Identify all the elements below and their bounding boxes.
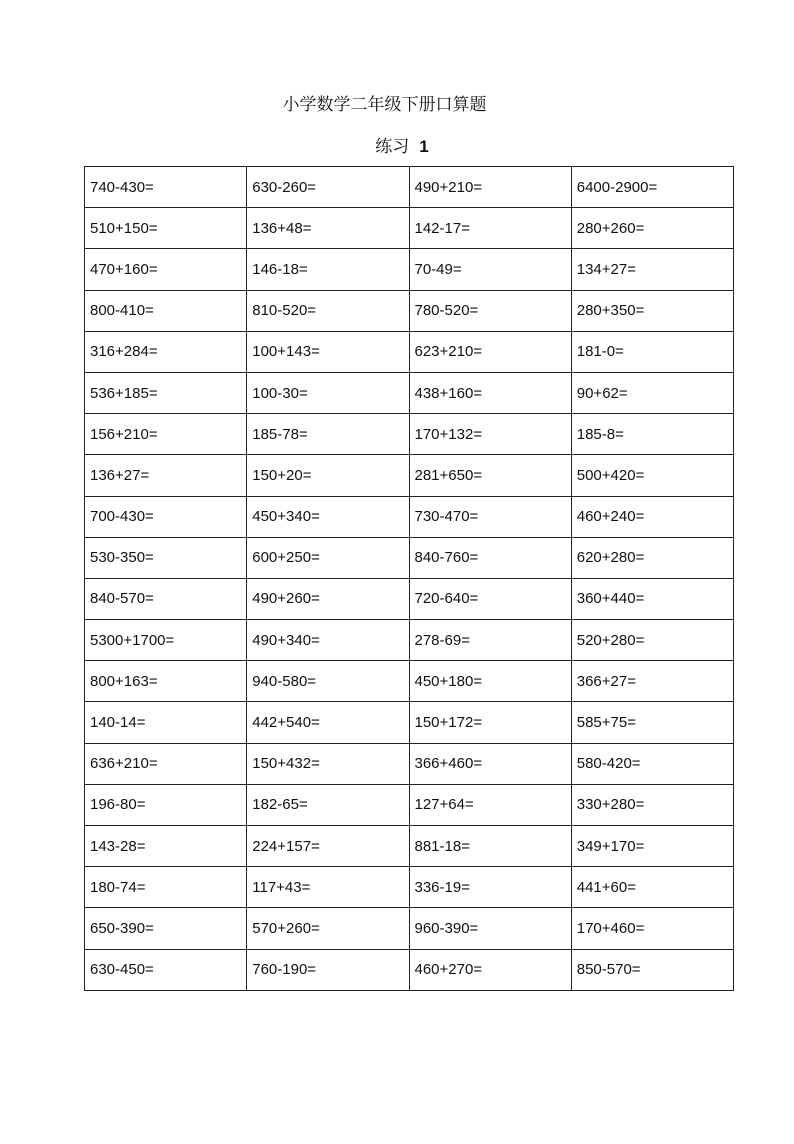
table-row [85,578,734,619]
problem-cell: 780-520= [409,290,571,331]
table-row [85,496,734,537]
problem-cell: 940-580= [247,661,409,702]
table-row [85,784,734,825]
worksheet-title [0,90,794,115]
problem-cell: 585+75= [571,702,733,743]
problem-cell: 224+157= [247,826,409,867]
problem-cell: 156+210= [85,414,247,455]
problem-cell: 490+210= [409,167,571,208]
worksheet-title-text: 小学数学二年级下册口算题 [282,95,487,115]
problem-cell: 142-17= [409,208,571,249]
exercise-heading [0,132,794,157]
problem-cell: 136+27= [85,455,247,496]
problem-cell: 850-570= [571,949,733,990]
problem-cell: 127+64= [409,784,571,825]
problem-cell: 630-260= [247,167,409,208]
problem-cell: 840-570= [85,578,247,619]
problem-cell: 441+60= [571,867,733,908]
problem-cell: 336-19= [409,867,571,908]
problem-cell: 150+172= [409,702,571,743]
problem-cell: 185-78= [247,414,409,455]
problem-cell: 180-74= [85,867,247,908]
problem-cell: 100-30= [247,372,409,413]
problem-cell: 720-640= [409,578,571,619]
problem-cell: 170+132= [409,414,571,455]
table-row [85,867,734,908]
problem-cell: 500+420= [571,455,733,496]
table-row [85,372,734,413]
problem-cell: 800-410= [85,290,247,331]
problem-cell: 360+440= [571,578,733,619]
problem-cell: 5300+1700= [85,620,247,661]
problem-cell: 960-390= [409,908,571,949]
table-row [85,949,734,990]
problem-cell: 185-8= [571,414,733,455]
problem-cell: 117+43= [247,867,409,908]
problem-cell: 278-69= [409,620,571,661]
table-row [85,908,734,949]
problem-cell: 182-65= [247,784,409,825]
problem-cell: 181-0= [571,331,733,372]
problem-cell: 460+270= [409,949,571,990]
problem-cell: 100+143= [247,331,409,372]
table-row [85,455,734,496]
problem-cell: 520+280= [571,620,733,661]
problem-cell: 280+350= [571,290,733,331]
problem-cell: 700-430= [85,496,247,537]
problem-cell: 600+250= [247,537,409,578]
problem-cell: 470+160= [85,249,247,290]
table-row [85,702,734,743]
exercise-heading-inner [375,132,428,157]
problem-cell: 740-430= [85,167,247,208]
problem-cell: 570+260= [247,908,409,949]
problem-cell: 630-450= [85,949,247,990]
problem-cell: 143-28= [85,826,247,867]
table-row [85,249,734,290]
problem-cell: 366+27= [571,661,733,702]
table-row [85,414,734,455]
table-row [85,331,734,372]
problem-cell: 150+20= [247,455,409,496]
problem-cell: 810-520= [247,290,409,331]
problem-cell: 490+340= [247,620,409,661]
problem-cell: 170+460= [571,908,733,949]
table-row [85,743,734,784]
problem-cell: 150+432= [247,743,409,784]
problem-cell: 134+27= [571,249,733,290]
problem-cell: 196-80= [85,784,247,825]
problem-cell: 460+240= [571,496,733,537]
problem-cell: 330+280= [571,784,733,825]
problem-cell: 438+160= [409,372,571,413]
problem-cell: 800+163= [85,661,247,702]
table-row [85,208,734,249]
problem-cell: 450+180= [409,661,571,702]
problem-cell: 536+185= [85,372,247,413]
exercise-label: 练习 [375,137,410,157]
problem-cell: 636+210= [85,743,247,784]
problem-cell: 349+170= [571,826,733,867]
problem-cell: 140-14= [85,702,247,743]
problem-cell: 280+260= [571,208,733,249]
problem-cell: 881-18= [409,826,571,867]
problem-cell: 442+540= [247,702,409,743]
problem-cell: 620+280= [571,537,733,578]
problem-cell: 90+62= [571,372,733,413]
problem-cell: 760-190= [247,949,409,990]
problem-cell: 490+260= [247,578,409,619]
problem-cell: 623+210= [409,331,571,372]
problem-cell: 450+340= [247,496,409,537]
table-row [85,661,734,702]
problem-cell: 650-390= [85,908,247,949]
problem-cell: 730-470= [409,496,571,537]
problem-cell: 316+284= [85,331,247,372]
table-row [85,826,734,867]
problem-cell: 70-49= [409,249,571,290]
problem-cell: 366+460= [409,743,571,784]
table-row [85,167,734,208]
arithmetic-table-body [85,167,734,991]
problem-cell: 530-350= [85,537,247,578]
exercise-number: 1 [419,137,429,156]
arithmetic-table [84,166,734,991]
problem-cell: 136+48= [247,208,409,249]
problem-cell: 6400-2900= [571,167,733,208]
table-row [85,620,734,661]
problem-cell: 840-760= [409,537,571,578]
problem-cell: 510+150= [85,208,247,249]
problem-cell: 146-18= [247,249,409,290]
problem-cell: 281+650= [409,455,571,496]
table-row [85,290,734,331]
problem-cell: 580-420= [571,743,733,784]
table-row [85,537,734,578]
